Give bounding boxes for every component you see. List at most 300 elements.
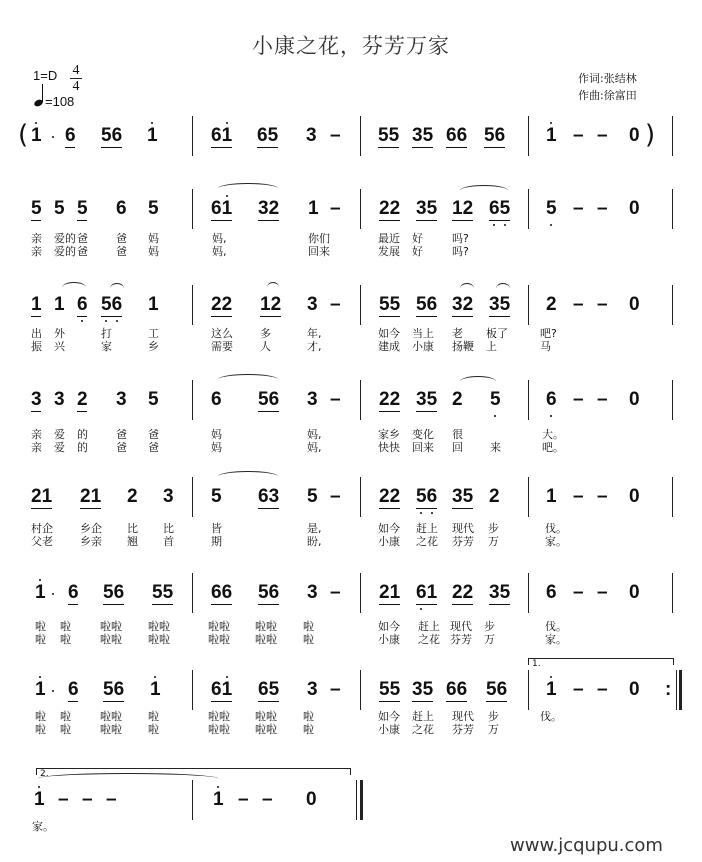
lyric: 啦啦 xyxy=(255,723,277,736)
note: 35 xyxy=(489,582,511,603)
note: 6 xyxy=(546,582,557,603)
note: 55 xyxy=(378,125,400,146)
underline xyxy=(31,411,41,412)
lyric: 啦 xyxy=(303,710,314,723)
lyric: 吗? xyxy=(452,232,469,245)
note: 56 xyxy=(484,125,506,146)
underline xyxy=(452,316,473,317)
lyric: 爱 xyxy=(54,441,65,454)
note: – xyxy=(573,198,584,219)
note: 2 xyxy=(546,294,557,315)
lyric: 如今 xyxy=(378,522,400,535)
final-barline xyxy=(360,780,363,820)
note: 2 xyxy=(77,389,88,410)
lyric: 步 xyxy=(488,710,499,723)
note: 0 xyxy=(629,679,640,700)
slur xyxy=(460,185,508,196)
watermark: www.jcqupu.com xyxy=(510,835,663,856)
lyric: 爸 xyxy=(148,428,159,441)
lyric: 老 xyxy=(452,327,463,340)
note: 1 xyxy=(546,125,557,146)
lyric: 家。 xyxy=(545,535,567,548)
note: 3 xyxy=(307,679,318,700)
note: – xyxy=(238,789,249,810)
underline xyxy=(452,604,473,605)
lyric: 家。 xyxy=(545,633,567,646)
note: – xyxy=(330,582,341,603)
lyric: 赶上 xyxy=(412,710,434,723)
lyric: 家 xyxy=(101,340,112,353)
lyric: 吧。 xyxy=(542,441,564,454)
lyric: 亲 xyxy=(31,441,42,454)
low-octave-dot xyxy=(420,608,422,610)
lyric: 啦 xyxy=(35,723,46,736)
lyricist: 作词:张结林 xyxy=(578,72,637,85)
note: – xyxy=(262,789,273,810)
low-octave-dot xyxy=(431,512,433,514)
note: 1 xyxy=(546,486,557,507)
note: 2 xyxy=(127,486,138,507)
note: 0 xyxy=(629,125,640,146)
note: – xyxy=(597,679,608,700)
note: 3 xyxy=(163,486,174,507)
note: 65 xyxy=(489,198,511,219)
note: : xyxy=(665,679,672,700)
lyric: 小康 xyxy=(378,723,400,736)
note: 21 xyxy=(80,486,102,507)
note: 22 xyxy=(211,294,233,315)
note: 56 xyxy=(103,582,125,603)
lyric: 妈, xyxy=(307,428,322,441)
note: 1 xyxy=(308,198,319,219)
lyric: 很 xyxy=(452,428,463,441)
note: 22 xyxy=(379,198,401,219)
note: 21 xyxy=(31,486,53,507)
underline xyxy=(489,604,510,605)
lyric: 才, xyxy=(307,340,322,353)
barline xyxy=(192,780,193,820)
high-octave-dot xyxy=(39,676,41,678)
lyric: 爸 xyxy=(116,232,127,245)
underline xyxy=(416,508,437,509)
lyric: 万 xyxy=(484,633,495,646)
lyric: 赶上 xyxy=(416,522,438,535)
barline xyxy=(192,116,193,156)
lyric: 妈 xyxy=(148,245,159,258)
lyric: 妈 xyxy=(211,441,222,454)
lyric: 扬鞭 xyxy=(452,340,474,353)
lyric: 发展 xyxy=(378,245,400,258)
note: – xyxy=(330,125,341,146)
lyric: 芬芳 xyxy=(452,723,474,736)
lyric: 爸 xyxy=(116,245,127,258)
note: 21 xyxy=(379,582,401,603)
slur xyxy=(496,283,510,294)
note: 1 xyxy=(213,789,224,810)
barline xyxy=(672,116,673,156)
underline xyxy=(257,147,278,148)
note: – xyxy=(330,294,341,315)
high-octave-dot xyxy=(226,195,228,197)
underline xyxy=(68,701,78,702)
lyric: 啦啦 xyxy=(255,620,277,633)
low-octave-dot xyxy=(494,415,496,417)
barline xyxy=(672,573,673,613)
low-octave-dot xyxy=(550,224,552,226)
lyric: 啦 xyxy=(35,620,46,633)
lyric: 妈, xyxy=(212,245,227,258)
slur xyxy=(460,376,496,387)
lyric: 妈, xyxy=(307,441,322,454)
underline xyxy=(31,508,52,509)
underline xyxy=(416,220,437,221)
composer: 作曲:徐富田 xyxy=(578,89,637,102)
note: – xyxy=(597,582,608,603)
note: 6 xyxy=(116,198,127,219)
lyric: 现代 xyxy=(452,710,474,723)
lyric: 啦啦 xyxy=(148,620,170,633)
barline xyxy=(528,670,529,710)
lyric: 期 xyxy=(211,535,222,548)
note: – xyxy=(597,486,608,507)
note: 61 xyxy=(211,679,233,700)
lyric: 首 xyxy=(163,535,174,548)
slur xyxy=(110,283,124,294)
lyric: 好 xyxy=(412,232,423,245)
underline xyxy=(68,604,78,605)
underline xyxy=(446,701,467,702)
note: 56 xyxy=(486,679,508,700)
lyric: 工 xyxy=(148,327,159,340)
underline xyxy=(452,508,473,509)
underline xyxy=(258,411,279,412)
note: 2 xyxy=(452,389,463,410)
high-octave-dot xyxy=(226,676,228,678)
note: 35 xyxy=(412,125,434,146)
note: – xyxy=(597,198,608,219)
volta-1 xyxy=(528,658,674,669)
underline xyxy=(101,316,122,317)
note: 66 xyxy=(211,582,233,603)
lyric: 盼, xyxy=(307,535,322,548)
note: 55 xyxy=(379,294,401,315)
lyric: 爸 xyxy=(77,245,88,258)
note: 6 xyxy=(68,582,79,603)
note: 1 xyxy=(34,789,45,810)
open-paren: ( xyxy=(18,120,29,150)
underline xyxy=(484,147,505,148)
note: 0 xyxy=(629,294,640,315)
note: 32 xyxy=(452,294,474,315)
low-octave-dot xyxy=(504,224,506,226)
note: 3 xyxy=(54,389,65,410)
lyric: 如今 xyxy=(378,710,400,723)
lyric: 妈 xyxy=(148,232,159,245)
note: – xyxy=(573,125,584,146)
barline xyxy=(528,116,529,156)
barline xyxy=(528,285,529,325)
note: 3 xyxy=(307,582,318,603)
lyric: 大。 xyxy=(542,428,564,441)
note: 12 xyxy=(260,294,282,315)
note: 32 xyxy=(258,198,280,219)
note: 1 xyxy=(54,294,65,315)
note: – xyxy=(597,389,608,410)
lyric: 步 xyxy=(488,522,499,535)
lyric: 回 xyxy=(452,441,463,454)
high-octave-dot xyxy=(550,122,552,124)
note: 6 xyxy=(68,679,79,700)
lyric: 这么 xyxy=(211,327,233,340)
note: 56 xyxy=(258,389,280,410)
lyric: 如今 xyxy=(378,327,400,340)
note: – xyxy=(573,679,584,700)
lyric: 啦 xyxy=(60,633,71,646)
note: 55 xyxy=(152,582,174,603)
underline xyxy=(211,220,232,221)
note: 1 xyxy=(31,125,42,146)
lyric: 伐。 xyxy=(540,710,562,723)
underline xyxy=(101,147,122,148)
underline xyxy=(379,508,400,509)
lyric: 之花 xyxy=(412,723,434,736)
note: 61 xyxy=(416,582,438,603)
underline xyxy=(416,604,437,605)
lyric: 啦啦 xyxy=(100,633,122,646)
underline xyxy=(486,701,507,702)
lyric: 啦 xyxy=(35,633,46,646)
lyric: 现代 xyxy=(450,620,472,633)
high-octave-dot xyxy=(154,676,156,678)
high-octave-dot xyxy=(35,122,37,124)
lyric: 小康 xyxy=(412,340,434,353)
low-octave-dot xyxy=(550,415,552,417)
lyric: 啦啦 xyxy=(208,723,230,736)
high-octave-dot xyxy=(226,122,228,124)
note: – xyxy=(573,389,584,410)
underline xyxy=(103,701,124,702)
barline xyxy=(676,670,677,710)
lyric: 妈 xyxy=(211,428,222,441)
lyric: 啦 xyxy=(303,723,314,736)
lyric: 万 xyxy=(488,535,499,548)
underline xyxy=(103,604,124,605)
lyric: 啦啦 xyxy=(255,710,277,723)
lyric: 来 xyxy=(490,441,501,454)
note: – xyxy=(573,582,584,603)
slur xyxy=(218,374,278,385)
slur xyxy=(62,282,86,293)
time-signature: 4 4 xyxy=(70,63,82,94)
note: 3 xyxy=(116,389,127,410)
note: 1 xyxy=(150,679,161,700)
lyric: 啦啦 xyxy=(208,620,230,633)
lyric: 好 xyxy=(412,245,423,258)
low-octave-dot xyxy=(420,512,422,514)
note: 1 xyxy=(147,125,158,146)
barline xyxy=(360,670,361,710)
lyric: 吧? xyxy=(540,327,557,340)
note: 5 xyxy=(546,198,557,219)
slur xyxy=(218,183,278,194)
barline xyxy=(672,189,673,229)
lyric: 芬芳 xyxy=(450,633,472,646)
lyric: 啦啦 xyxy=(255,633,277,646)
note: 5 xyxy=(490,389,501,410)
underline xyxy=(489,220,510,221)
note: 56 xyxy=(101,294,123,315)
lyric: 你们 xyxy=(308,232,330,245)
dot xyxy=(52,690,54,692)
underline xyxy=(379,316,400,317)
note: 56 xyxy=(258,582,280,603)
lyric: 啦啦 xyxy=(208,710,230,723)
lyric: 啦 xyxy=(148,710,159,723)
underline xyxy=(77,411,87,412)
barline xyxy=(528,189,529,229)
note: – xyxy=(597,294,608,315)
dot xyxy=(52,136,54,138)
note: 1 xyxy=(35,582,46,603)
underline xyxy=(452,220,473,221)
low-octave-dot xyxy=(105,320,107,322)
note: – xyxy=(58,789,69,810)
barline xyxy=(192,573,193,613)
lyric: 马 xyxy=(540,340,551,353)
barline xyxy=(192,285,193,325)
note: 5 xyxy=(148,389,159,410)
song-title: 小康之花，芬芳万家 xyxy=(252,34,450,58)
note: 0 xyxy=(306,789,317,810)
lyric: 爱的 xyxy=(54,245,76,258)
note: 1 xyxy=(546,679,557,700)
note: 61 xyxy=(211,198,233,219)
barline xyxy=(672,380,673,420)
lyric: 啦 xyxy=(148,723,159,736)
note: 5 xyxy=(211,486,222,507)
lyric: 回来 xyxy=(308,245,330,258)
lyric: 伐。 xyxy=(545,522,567,535)
note: 6 xyxy=(211,389,222,410)
note: – xyxy=(106,789,117,810)
lyric: 步 xyxy=(484,620,495,633)
note: 6 xyxy=(65,125,76,146)
barline xyxy=(356,780,357,820)
note: 2 xyxy=(489,486,500,507)
underline xyxy=(416,316,437,317)
barline xyxy=(528,477,529,517)
barline xyxy=(192,477,193,517)
lyric: 啦 xyxy=(35,710,46,723)
note: 5 xyxy=(307,486,318,507)
lyric: 需要 xyxy=(211,340,233,353)
lyric: 亲 xyxy=(31,232,42,245)
note: 5 xyxy=(77,198,88,219)
underline xyxy=(258,508,279,509)
lyric: 啦 xyxy=(60,710,71,723)
underline xyxy=(412,701,433,702)
underline xyxy=(446,147,467,148)
lyric: 啦 xyxy=(60,723,71,736)
lyric: 人 xyxy=(260,340,271,353)
lyric: 之花 xyxy=(416,535,438,548)
lyric: 爱的 xyxy=(54,232,76,245)
lyric: 小康 xyxy=(378,535,400,548)
high-octave-dot xyxy=(217,786,219,788)
lyric: 如今 xyxy=(378,620,400,633)
barline xyxy=(360,189,361,229)
note: 66 xyxy=(446,679,468,700)
lyric: 爸 xyxy=(116,428,127,441)
lyric: 爸 xyxy=(77,232,88,245)
lyric: 爱 xyxy=(54,428,65,441)
slur xyxy=(38,773,218,784)
note: 1 xyxy=(35,679,46,700)
lyric: 是, xyxy=(307,522,322,535)
lyric: 啦 xyxy=(303,633,314,646)
lyric: 的 xyxy=(77,428,88,441)
lyric: 啦 xyxy=(303,620,314,633)
slur xyxy=(267,282,279,293)
low-octave-dot xyxy=(493,224,495,226)
barline xyxy=(360,285,361,325)
lyric: 乡企 xyxy=(80,522,102,535)
note: 65 xyxy=(258,679,280,700)
lyric: 比 xyxy=(127,522,138,535)
underline xyxy=(211,701,232,702)
lyric: 爸 xyxy=(148,441,159,454)
lyric: 小康 xyxy=(378,633,400,646)
lyric: 芬芳 xyxy=(452,535,474,548)
lyric: 比 xyxy=(163,522,174,535)
volta-label: 1. xyxy=(532,659,541,669)
underline xyxy=(80,508,101,509)
note: – xyxy=(597,125,608,146)
high-octave-dot xyxy=(38,786,40,788)
key-signature: 1=D xyxy=(33,68,58,83)
underline xyxy=(416,411,437,412)
barline xyxy=(192,189,193,229)
note: 35 xyxy=(416,389,438,410)
lyric: 上 xyxy=(486,340,497,353)
lyric: 啦啦 xyxy=(100,723,122,736)
underline xyxy=(77,220,87,221)
note: 0 xyxy=(629,389,640,410)
lyric: 家。 xyxy=(32,820,54,833)
barline xyxy=(528,573,529,613)
barline xyxy=(360,477,361,517)
note: 0 xyxy=(629,198,640,219)
note: 35 xyxy=(412,679,434,700)
lyric: 啦 xyxy=(60,620,71,633)
high-octave-dot xyxy=(151,122,153,124)
underline xyxy=(260,316,281,317)
lyric: 板了 xyxy=(486,327,508,340)
underline xyxy=(211,147,232,148)
note: 0 xyxy=(629,486,640,507)
lyric: 皆 xyxy=(211,522,222,535)
lyric: 兴 xyxy=(54,340,65,353)
lyric: 当上 xyxy=(412,327,434,340)
lyric: 回来 xyxy=(412,441,434,454)
underline xyxy=(379,411,400,412)
note: 56 xyxy=(103,679,125,700)
note: 56 xyxy=(416,294,438,315)
lyric: 最近 xyxy=(378,232,400,245)
credits xyxy=(578,70,637,104)
lyric: 啦啦 xyxy=(208,633,230,646)
note: 3 xyxy=(306,125,317,146)
